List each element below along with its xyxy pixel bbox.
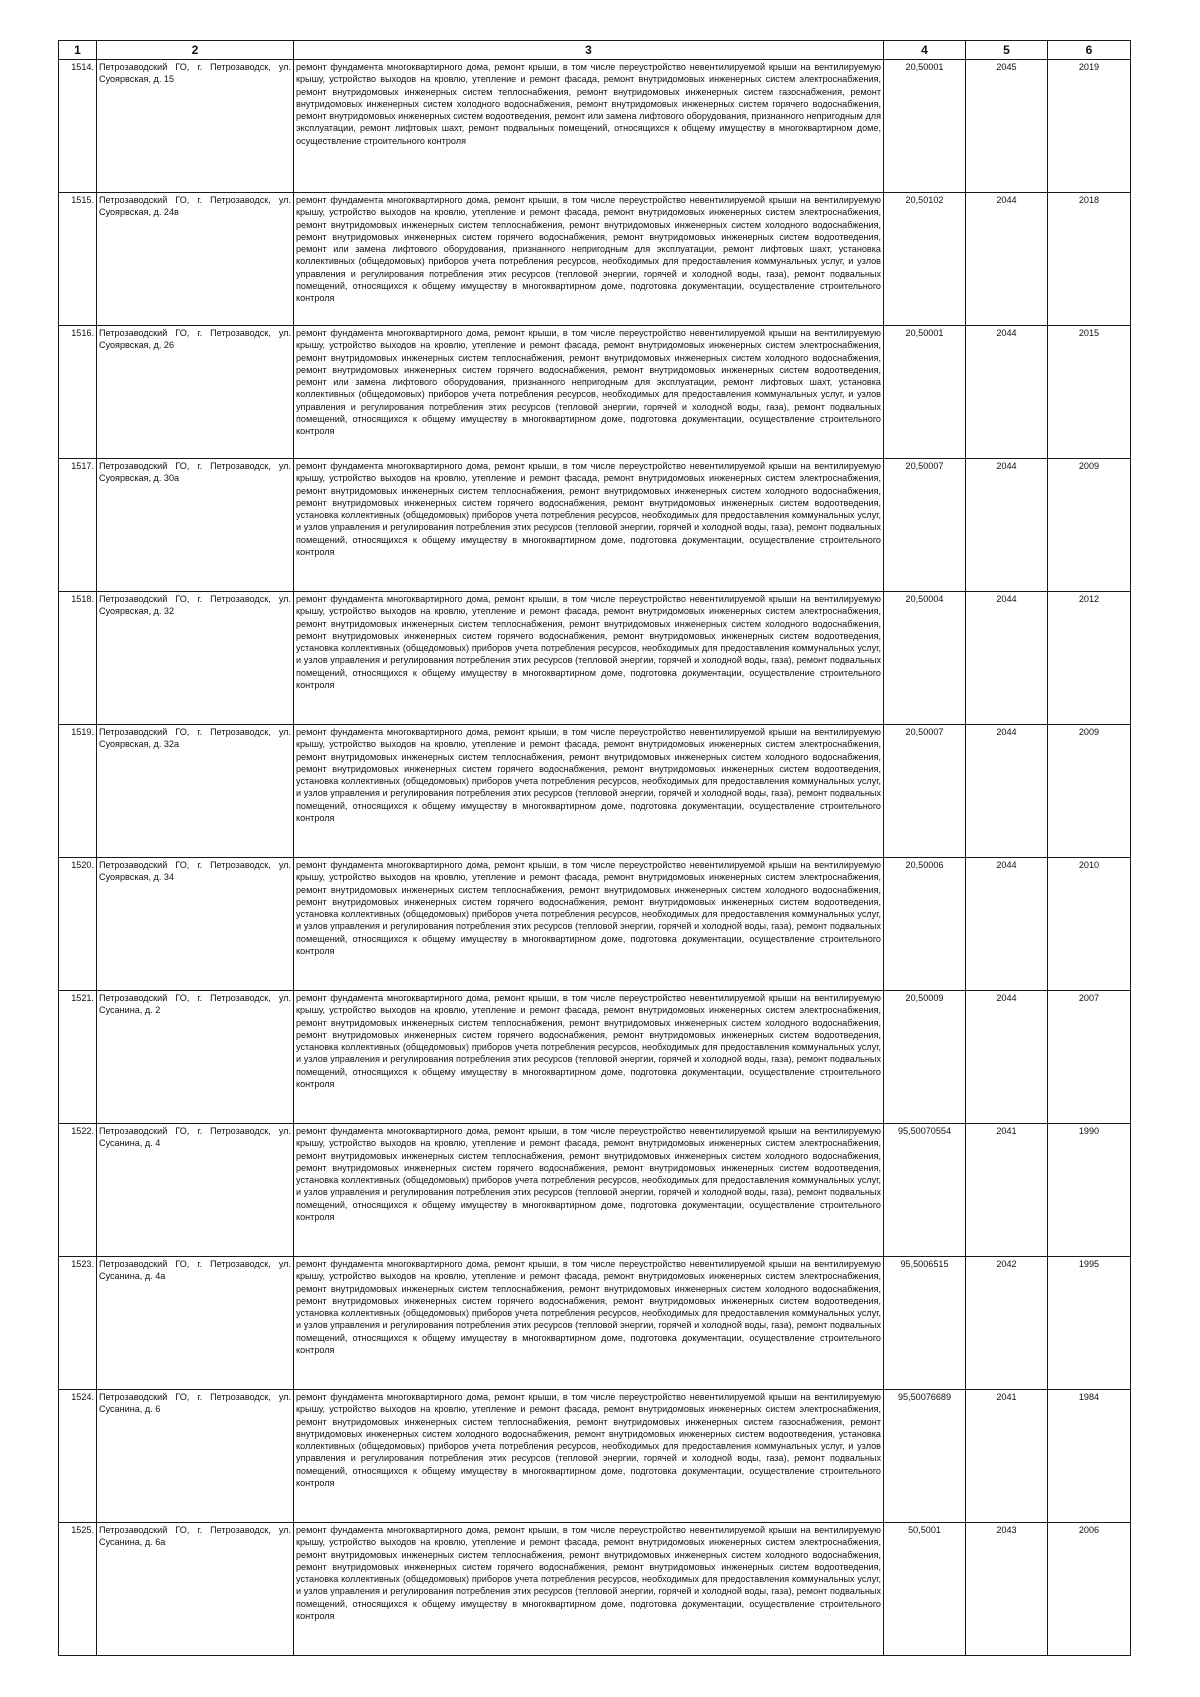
row-plan-year: 2044 — [966, 858, 1048, 991]
header-col-6: 6 — [1048, 41, 1131, 60]
row-cost: 20,50007 — [884, 725, 966, 858]
row-address: Петрозаводский ГО, г. Петрозаводск, ул. Суоярвская, д. 32 — [97, 592, 294, 725]
row-address: Петрозаводский ГО, г. Петрозаводск, ул. Сусанина, д. 6а — [97, 1523, 294, 1656]
row-number: 1522. — [59, 1124, 97, 1257]
row-number: 1519. — [59, 725, 97, 858]
row-plan-year: 2043 — [966, 1523, 1048, 1656]
header-col-2: 2 — [97, 41, 294, 60]
row-number: 1523. — [59, 1257, 97, 1390]
row-address: Петрозаводский ГО, г. Петрозаводск, ул. Сусанина, д. 6 — [97, 1390, 294, 1523]
row-year: 2015 — [1048, 326, 1131, 459]
row-plan-year: 2044 — [966, 725, 1048, 858]
row-plan-year: 2044 — [966, 592, 1048, 725]
header-col-1: 1 — [59, 41, 97, 60]
row-plan-year: 2044 — [966, 459, 1048, 592]
row-address: Петрозаводский ГО, г. Петрозаводск, ул. Сусанина, д. 4 — [97, 1124, 294, 1257]
row-address: Петрозаводский ГО, г. Петрозаводск, ул. Сусанина, д. 4а — [97, 1257, 294, 1390]
row-year: 2006 — [1048, 1523, 1131, 1656]
row-address: Петрозаводский ГО, г. Петрозаводск, ул. Суоярвская, д. 34 — [97, 858, 294, 991]
row-works: ремонт фундамента многоквартирного дома, ремонт крыши, в том числе переустройство невентилируемой крыши на вентилируемую крышу, устройство выходов на кровлю, утепление и ремонт фасада, ремонт внутридомовых инженерных систем электроснабжения, ремонт внутридомовых инженерных систем теплоснабжения, ремонт внутридомовых инженерных систем холодного водоснабжения, ремонт внутридомовых инженерных систем горячего водоснабжения, ремонт внутридомовых инженерных систем водоотведения, установка коллективных (общедомовых) приборов учета потребления ресурсов, необходимых для предоставления коммунальных услуг, и узлов управления и регулирования потребления этих ресурсов (тепловой энергии, горячей и холодной воды, газа), ремонт подвальных помещений, относящихся к общему имуществу в многоквартирном доме, подготовка документации, осуществление строительного контроля — [294, 459, 884, 592]
row-cost: 95,50070554 — [884, 1124, 966, 1257]
row-plan-year: 2044 — [966, 326, 1048, 459]
row-number: 1518. — [59, 592, 97, 725]
row-number: 1524. — [59, 1390, 97, 1523]
row-cost: 20,50007 — [884, 459, 966, 592]
row-plan-year: 2042 — [966, 1257, 1048, 1390]
row-address: Петрозаводский ГО, г. Петрозаводск, ул. Суоярвская, д. 26 — [97, 326, 294, 459]
row-year: 2009 — [1048, 459, 1131, 592]
row-number: 1515. — [59, 193, 97, 326]
row-number: 1521. — [59, 991, 97, 1124]
row-year: 2012 — [1048, 592, 1131, 725]
table-row — [59, 592, 1131, 725]
row-year: 1984 — [1048, 1390, 1131, 1523]
row-number: 1517. — [59, 459, 97, 592]
row-address: Петрозаводский ГО, г. Петрозаводск, ул. Суоярвская, д. 24в — [97, 193, 294, 326]
row-cost: 20,50102 — [884, 193, 966, 326]
row-cost: 50,5001 — [884, 1523, 966, 1656]
row-cost: 20,50004 — [884, 592, 966, 725]
row-works: ремонт фундамента многоквартирного дома, ремонт крыши, в том числе переустройство невентилируемой крыши на вентилируемую крышу, устройство выходов на кровлю, утепление и ремонт фасада, ремонт внутридомовых инженерных систем электроснабжения, ремонт внутридомовых инженерных систем теплоснабжения, ремонт внутридомовых инженерных систем газоснабжения, ремонт внутридомовых инженерных систем холодного водоснабжения, ремонт внутридомовых инженерных систем водоотведения, установка коллективных (общедомовых) приборов учета потребления ресурсов, необходимых для предоставления коммунальных услуг, и узлов управления и регулирования потребления этих ресурсов (тепловой энергии, горячей и холодной воды, газа), ремонт подвальных помещений, относящихся к общему имуществу в многоквартирном доме, подготовка документации, осуществление строительного контроля — [294, 1390, 884, 1523]
row-year: 2018 — [1048, 193, 1131, 326]
row-number: 1525. — [59, 1523, 97, 1656]
row-number: 1514. — [59, 60, 97, 193]
row-address: Петрозаводский ГО, г. Петрозаводск, ул. Сусанина, д. 2 — [97, 991, 294, 1124]
row-works: ремонт фундамента многоквартирного дома, ремонт крыши, в том числе переустройство невентилируемой крыши на вентилируемую крышу, устройство выходов на кровлю, утепление и ремонт фасада, ремонт внутридомовых инженерных систем электроснабжения, ремонт внутридомовых инженерных систем теплоснабжения, ремонт внутридомовых инженерных систем холодного водоснабжения, ремонт внутридомовых инженерных систем горячего водоснабжения, ремонт внутридомовых инженерных систем водоотведения, установка коллективных (общедомовых) приборов учета потребления ресурсов, необходимых для предоставления коммунальных услуг, и узлов управления и регулирования потребления этих ресурсов (тепловой энергии, горячей и холодной воды, газа), ремонт подвальных помещений, относящихся к общему имуществу в многоквартирном доме, подготовка документации, осуществление строительного контроля — [294, 725, 884, 858]
table-row — [59, 1257, 1131, 1390]
row-plan-year: 2045 — [966, 60, 1048, 193]
table-row — [59, 1390, 1131, 1523]
row-works: ремонт фундамента многоквартирного дома, ремонт крыши, в том числе переустройство невентилируемой крыши на вентилируемую крышу, устройство выходов на кровлю, утепление и ремонт фасада, ремонт внутридомовых инженерных систем электроснабжения, ремонт внутридомовых инженерных систем теплоснабжения, ремонт внутридомовых инженерных систем холодного водоснабжения, ремонт внутридомовых инженерных систем горячего водоснабжения, ремонт внутридомовых инженерных систем водоотведения, ремонт или замена лифтового оборудования, признанного непригодным для эксплуатации, ремонт лифтовых шахт, установка коллективных (общедомовых) приборов учета потребления ресурсов, необходимых для предоставления коммунальных услуг, и узлов управления и регулирования потребления этих ресурсов (тепловой энергии, горячей и холодной воды, газа), ремонт подвальных помещений, относящихся к общему имуществу в многоквартирном доме, подготовка документации, осуществление строительного контроля — [294, 326, 884, 459]
row-plan-year: 2041 — [966, 1390, 1048, 1523]
table-row — [59, 725, 1131, 858]
row-address: Петрозаводский ГО, г. Петрозаводск, ул. Суоярвская, д. 32а — [97, 725, 294, 858]
row-number: 1516. — [59, 326, 97, 459]
row-year: 2009 — [1048, 725, 1131, 858]
table-row — [59, 326, 1131, 459]
header-col-3: 3 — [294, 41, 884, 60]
row-cost: 20,50009 — [884, 991, 966, 1124]
row-cost: 20,50006 — [884, 858, 966, 991]
row-year: 2007 — [1048, 991, 1131, 1124]
table-row — [59, 991, 1131, 1124]
row-address: Петрозаводский ГО, г. Петрозаводск, ул. Суоярвская, д. 30а — [97, 459, 294, 592]
table-row — [59, 1124, 1131, 1257]
row-works: ремонт фундамента многоквартирного дома, ремонт крыши, в том числе переустройство невентилируемой крыши на вентилируемую крышу, устройство выходов на кровлю, утепление и ремонт фасада, ремонт внутридомовых инженерных систем электроснабжения, ремонт внутридомовых инженерных систем теплоснабжения, ремонт внутридомовых инженерных систем холодного водоснабжения, ремонт внутридомовых инженерных систем горячего водоснабжения, ремонт внутридомовых инженерных систем водоотведения, установка коллективных (общедомовых) приборов учета потребления ресурсов, необходимых для предоставления коммунальных услуг, и узлов управления и регулирования потребления этих ресурсов (тепловой энергии, горячей и холодной воды, газа), ремонт подвальных помещений, относящихся к общему имуществу в многоквартирном доме, подготовка документации, осуществление строительного контроля — [294, 1124, 884, 1257]
header-col-5: 5 — [966, 41, 1048, 60]
repair-program-table — [58, 40, 1131, 1656]
row-year: 1990 — [1048, 1124, 1131, 1257]
row-cost: 95,50076689 — [884, 1390, 966, 1523]
row-works: ремонт фундамента многоквартирного дома, ремонт крыши, в том числе переустройство невентилируемой крыши на вентилируемую крышу, устройство выходов на кровлю, утепление и ремонт фасада, ремонт внутридомовых инженерных систем электроснабжения, ремонт внутридомовых инженерных систем теплоснабжения, ремонт внутридомовых инженерных систем газоснабжения, ремонт внутридомовых инженерных систем холодного водоснабжения, ремонт внутридомовых инженерных систем горячего водоснабжения, ремонт внутридомовых инженерных систем водоотведения, ремонт или замена лифтового оборудования, признанного непригодным для эксплуатации, ремонт лифтовых шахт, ремонт подвальных помещений, относящихся к общему имуществу в многоквартирном доме, осуществление строительного контроля — [294, 60, 884, 193]
row-works: ремонт фундамента многоквартирного дома, ремонт крыши, в том числе переустройство невентилируемой крыши на вентилируемую крышу, устройство выходов на кровлю, утепление и ремонт фасада, ремонт внутридомовых инженерных систем электроснабжения, ремонт внутридомовых инженерных систем теплоснабжения, ремонт внутридомовых инженерных систем холодного водоснабжения, ремонт внутридомовых инженерных систем горячего водоснабжения, ремонт внутридомовых инженерных систем водоотведения, установка коллективных (общедомовых) приборов учета потребления ресурсов, необходимых для предоставления коммунальных услуг, и узлов управления и регулирования потребления этих ресурсов (тепловой энергии, горячей и холодной воды, газа), ремонт подвальных помещений, относящихся к общему имуществу в многоквартирном доме, подготовка документации, осуществление строительного контроля — [294, 1523, 884, 1656]
row-works: ремонт фундамента многоквартирного дома, ремонт крыши, в том числе переустройство невентилируемой крыши на вентилируемую крышу, устройство выходов на кровлю, утепление и ремонт фасада, ремонт внутридомовых инженерных систем электроснабжения, ремонт внутридомовых инженерных систем теплоснабжения, ремонт внутридомовых инженерных систем холодного водоснабжения, ремонт внутридомовых инженерных систем горячего водоснабжения, ремонт внутридомовых инженерных систем водоотведения, установка коллективных (общедомовых) приборов учета потребления ресурсов, необходимых для предоставления коммунальных услуг, и узлов управления и регулирования потребления этих ресурсов (тепловой энергии, горячей и холодной воды, газа), ремонт подвальных помещений, относящихся к общему имуществу в многоквартирном доме, подготовка документации, осуществление строительного контроля — [294, 592, 884, 725]
row-year: 2019 — [1048, 60, 1131, 193]
row-cost: 20,50001 — [884, 326, 966, 459]
row-year: 1995 — [1048, 1257, 1131, 1390]
table-header — [59, 41, 1131, 60]
row-cost: 20,50001 — [884, 60, 966, 193]
table-row — [59, 459, 1131, 592]
row-year: 2010 — [1048, 858, 1131, 991]
table-row — [59, 858, 1131, 991]
row-works: ремонт фундамента многоквартирного дома, ремонт крыши, в том числе переустройство невентилируемой крыши на вентилируемую крышу, устройство выходов на кровлю, утепление и ремонт фасада, ремонт внутридомовых инженерных систем электроснабжения, ремонт внутридомовых инженерных систем теплоснабжения, ремонт внутридомовых инженерных систем холодного водоснабжения, ремонт внутридомовых инженерных систем горячего водоснабжения, ремонт внутридомовых инженерных систем водоотведения, установка коллективных (общедомовых) приборов учета потребления ресурсов, необходимых для предоставления коммунальных услуг, и узлов управления и регулирования потребления этих ресурсов (тепловой энергии, горячей и холодной воды, газа), ремонт подвальных помещений, относящихся к общему имуществу в многоквартирном доме, подготовка документации, осуществление строительного контроля — [294, 1257, 884, 1390]
row-plan-year: 2044 — [966, 193, 1048, 326]
table-row — [59, 1523, 1131, 1656]
header-row — [59, 41, 1131, 60]
row-plan-year: 2044 — [966, 991, 1048, 1124]
row-works: ремонт фундамента многоквартирного дома, ремонт крыши, в том числе переустройство невентилируемой крыши на вентилируемую крышу, устройство выходов на кровлю, утепление и ремонт фасада, ремонт внутридомовых инженерных систем электроснабжения, ремонт внутридомовых инженерных систем теплоснабжения, ремонт внутридомовых инженерных систем холодного водоснабжения, ремонт внутридомовых инженерных систем горячего водоснабжения, ремонт внутридомовых инженерных систем водоотведения, установка коллективных (общедомовых) приборов учета потребления ресурсов, необходимых для предоставления коммунальных услуг, и узлов управления и регулирования потребления этих ресурсов (тепловой энергии, горячей и холодной воды, газа), ремонт подвальных помещений, относящихся к общему имуществу в многоквартирном доме, подготовка документации, осуществление строительного контроля — [294, 991, 884, 1124]
row-number: 1520. — [59, 858, 97, 991]
header-col-4: 4 — [884, 41, 966, 60]
row-plan-year: 2041 — [966, 1124, 1048, 1257]
table-row — [59, 193, 1131, 326]
row-works: ремонт фундамента многоквартирного дома, ремонт крыши, в том числе переустройство невентилируемой крыши на вентилируемую крышу, устройство выходов на кровлю, утепление и ремонт фасада, ремонт внутридомовых инженерных систем электроснабжения, ремонт внутридомовых инженерных систем теплоснабжения, ремонт внутридомовых инженерных систем холодного водоснабжения, ремонт внутридомовых инженерных систем горячего водоснабжения, ремонт внутридомовых инженерных систем водоотведения, установка коллективных (общедомовых) приборов учета потребления ресурсов, необходимых для предоставления коммунальных услуг, и узлов управления и регулирования потребления этих ресурсов (тепловой энергии, горячей и холодной воды, газа), ремонт подвальных помещений, относящихся к общему имуществу в многоквартирном доме, подготовка документации, осуществление строительного контроля — [294, 858, 884, 991]
row-works: ремонт фундамента многоквартирного дома, ремонт крыши, в том числе переустройство невентилируемой крыши на вентилируемую крышу, устройство выходов на кровлю, утепление и ремонт фасада, ремонт внутридомовых инженерных систем электроснабжения, ремонт внутридомовых инженерных систем теплоснабжения, ремонт внутридомовых инженерных систем холодного водоснабжения, ремонт внутридомовых инженерных систем горячего водоснабжения, ремонт внутридомовых инженерных систем водоотведения, ремонт или замена лифтового оборудования, признанного непригодным для эксплуатации, ремонт лифтовых шахт, установка коллективных (общедомовых) приборов учета потребления ресурсов, необходимых для предоставления коммунальных услуг, и узлов управления и регулирования потребления этих ресурсов (тепловой энергии, горячей и холодной воды, газа), ремонт подвальных помещений, относящихся к общему имуществу в многоквартирном доме, подготовка документации, осуществление строительного контроля — [294, 193, 884, 326]
row-address: Петрозаводский ГО, г. Петрозаводск, ул. Суоярвская, д. 15 — [97, 60, 294, 193]
row-cost: 95,5006515 — [884, 1257, 966, 1390]
table-body — [59, 60, 1131, 1656]
table-row — [59, 60, 1131, 193]
